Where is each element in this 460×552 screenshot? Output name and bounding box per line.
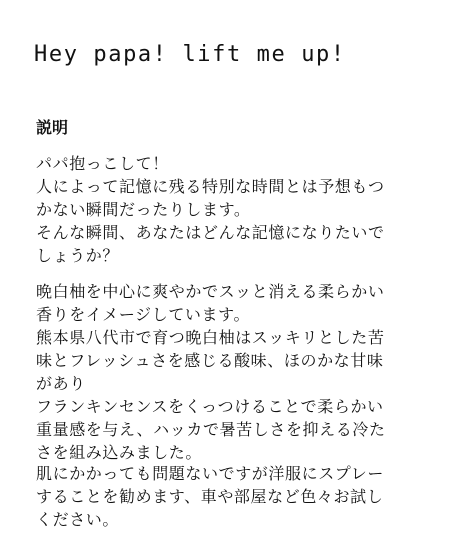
product-title: Hey papa! lift me up! bbox=[34, 42, 346, 67]
section-heading: 説明 bbox=[36, 118, 69, 137]
description-paragraph-scent bbox=[36, 280, 456, 464]
text-line: 肌にかかっても問題ないですが洋服にスプレー bbox=[36, 464, 384, 483]
text-line: 熊本県八代市で育つ晩白柚はスッキリとした苦 bbox=[36, 328, 385, 347]
description-paragraph-usage bbox=[36, 462, 456, 531]
text-line: 人によって記憶に残る特別な時間とは予想もつ bbox=[36, 177, 385, 196]
text-line: することを勧めます、車や部屋など色々お試し bbox=[36, 487, 384, 506]
text-line: フランキンセンスをくっつけることで柔らかい bbox=[36, 397, 384, 416]
text-line: しょうか？ bbox=[36, 246, 120, 265]
description-paragraph-intro bbox=[36, 152, 456, 267]
text-line: 晩白柚を中心に爽やかでスッと消える柔らかい bbox=[36, 282, 385, 301]
text-line: ください。 bbox=[36, 510, 120, 529]
text-line: 重量感を与え、ハッカで暑苦しさを抑える冷た bbox=[36, 420, 386, 439]
text-line: パパ抱っこして！ bbox=[36, 154, 169, 173]
text-line: さを組み込みました。 bbox=[36, 443, 203, 462]
text-line: そんな瞬間、あなたはどんな記憶になりたいで bbox=[36, 223, 385, 242]
text-line: 味とフレッシュさを感じる酸味、ほのかな甘味 bbox=[36, 351, 384, 370]
text-line: 香りをイメージしています。 bbox=[36, 305, 251, 324]
text-line: があり bbox=[36, 374, 86, 393]
text-line: かない瞬間だったりします。 bbox=[36, 200, 251, 219]
